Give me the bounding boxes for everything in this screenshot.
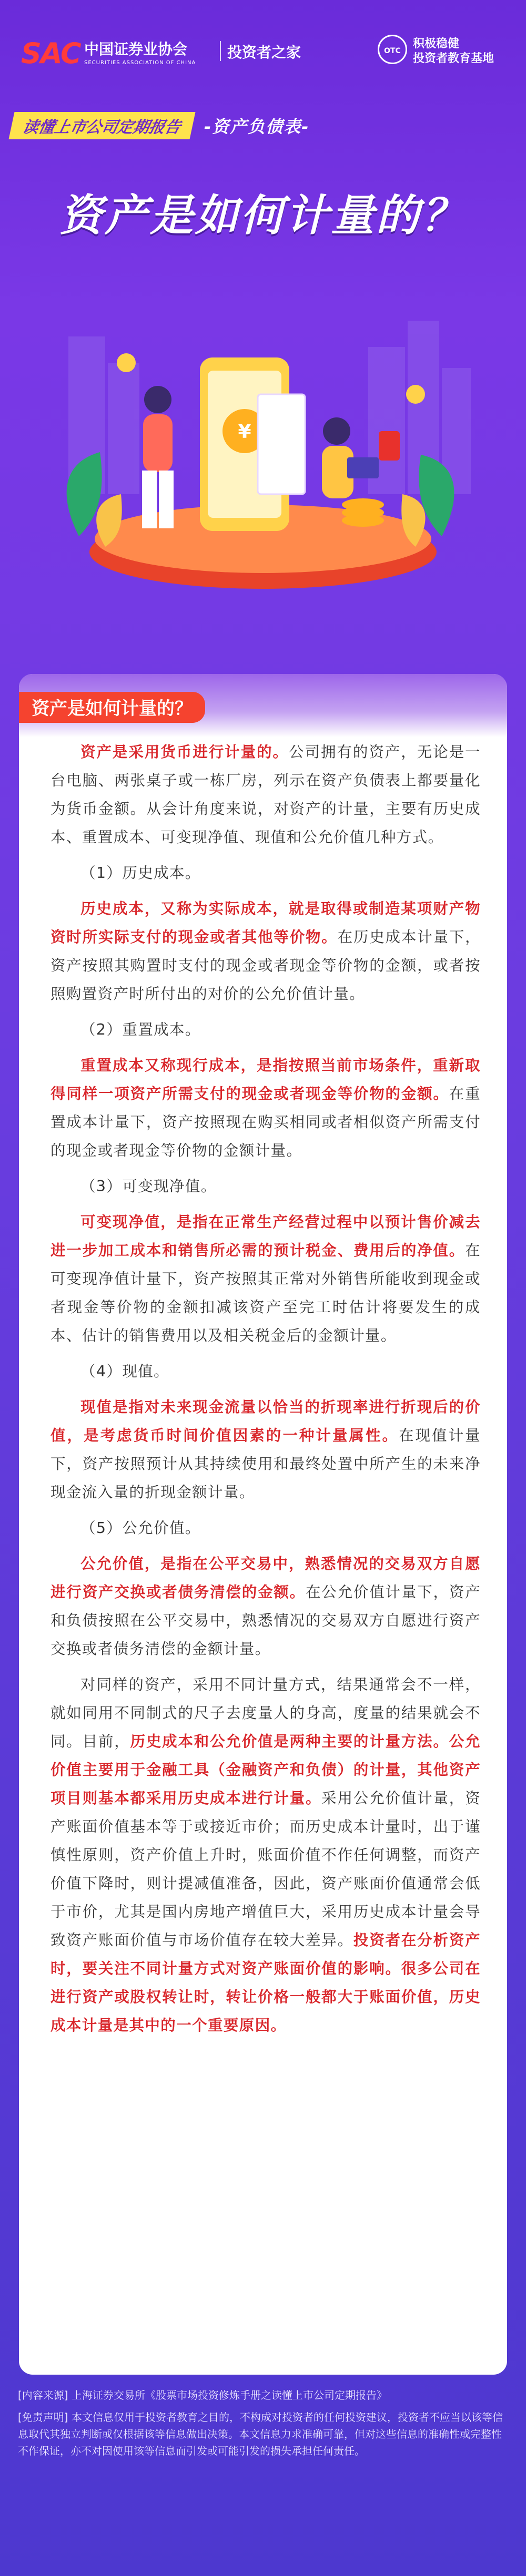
- paragraph: [50, 1357, 481, 1386]
- body-text: 对同样的资产，采用不同计量方式，结果通常会不一样，就如同用不同制式的尺子去度量人的身高，度量的结果就会不同。目前，: [50, 1676, 481, 1750]
- red-envelope-icon: [379, 431, 400, 461]
- sac-logo: SAC: [21, 37, 80, 70]
- article-body: [50, 738, 481, 2047]
- coin-stack-icon: [342, 498, 384, 527]
- body-text: （1）历史成本。: [80, 864, 201, 882]
- page-title: 资产是如何计量的？: [59, 191, 467, 241]
- section-tag: 资产是如何计量的？: [19, 692, 205, 723]
- paragraph: [50, 1172, 481, 1201]
- highlight-text: 历史成本和公允价值是两种主要的计量方法。公允价值主要用于金融工具（金融资产和负债）的计量，其他资产项目则基本都采用历史成本进行计量。: [50, 1733, 481, 1807]
- paragraph: [50, 1051, 481, 1165]
- body-text: 在现值计量下，资产按照预计从其持续使用和最终处置中所产生的未来净现金流入量的折现金额计量。: [50, 1427, 481, 1501]
- series-banner: [12, 114, 310, 138]
- floating-coin-icon-2: [406, 385, 425, 404]
- series-tag: 读懂上市公司定期报告: [8, 112, 195, 139]
- body-text: 在历史成本计量下，资产按照其购置时支付的现金或者现金等价物的金额，或者按照购置资产时所付出的对价的公允价值计量。: [50, 928, 481, 1003]
- body-text: 在公允价值计量下，资产和负债按照在公平交易中，熟悉情况的交易双方自愿进行资产交换或者债务清偿的金额计量。: [50, 1583, 481, 1658]
- body-text: 公司拥有的资产，无论是一台电脑、两张桌子或一栋厂房，列示在资产负债表上都要量化为货币金额。从会计角度来说，对资产的计量，主要有历史成本、重置成本、可变现净值、现值和公允价值几种方式。: [50, 743, 481, 846]
- otc-logo-icon: OTC: [378, 35, 407, 64]
- body-text: 在可变现净值计量下，资产按照其正常对外销售所能收到现金或者现金等价物的金额扣减该资产至完工时估计将要发生的成本、估计的销售费用以及相关税金后的金额计量。: [50, 1242, 481, 1344]
- highlight-text: 历史成本，又称为实际成本，就是取得或制造某项财产物资时所实际支付的现金或者其他等价物。: [50, 900, 481, 946]
- investor-home-label: 投资者之家: [227, 44, 301, 61]
- footer: [18, 2387, 508, 2465]
- footer-disclaimer: [免责声明] 本文信息仅用于投资者教育之目的，不构成对投资者的任何投资建议，投资者不应当以该等信息取代其独立判断或仅根据该等信息做出决策。本文信息力求准确可靠，但对这些信息的准确性或完整性不作保证，亦不对因使用该等信息而引发或可能引发的损失承担任何责任。: [18, 2411, 503, 2457]
- floating-coin-icon: [117, 353, 136, 372]
- body-text: （2）重置成本。: [80, 1021, 201, 1038]
- svg-text:¥: ¥: [238, 421, 251, 443]
- receipt-icon: [258, 394, 305, 494]
- body-text: （3）可变现净值。: [80, 1178, 217, 1195]
- paragraph: [50, 1393, 481, 1507]
- paragraph: [50, 738, 481, 852]
- paragraph: [50, 1514, 481, 1542]
- highlight-text: 资产是采用货币进行计量的。: [80, 743, 289, 761]
- header-divider: [220, 41, 221, 61]
- association-name: [84, 38, 196, 66]
- highlight-text: 可变现净值，是指在正常生产经营过程中以预计售价减去进一步加工成本和销售所必需的预计税金、费用后的净值。: [50, 1213, 481, 1259]
- paragraph: [50, 1208, 481, 1350]
- body-text: 采用公允价值计量，资产账面价值基本等于或接近市价；而历史成本计量时，出于谨慎性原则，资产价值上升时，账面价值不作任何调整，而资产价值下降时，则计提减值准备，因此，资产账面价值通常会低于市价，尤其是国内房地产增值巨大，采用历史成本计量会导致资产账面价值与市场价值存在较大差异。: [50, 1790, 481, 1949]
- content-card: [19, 674, 507, 2375]
- header: [0, 0, 526, 100]
- paragraph: [50, 1671, 481, 2040]
- highlight-text: 重置成本又称现行成本，是指按照当前市场条件，重新取得同样一项资产所需支付的现金或者现金等价物的金额。: [50, 1057, 481, 1102]
- footer-source: [内容来源] 上海证券交易所《股票市场投资修炼手册之读懂上市公司定期报告》: [18, 2389, 387, 2401]
- paragraph: [50, 859, 481, 887]
- highlight-text: 现值是指对未来现金流量以恰当的折现率进行折现后的价值，是考虑货币时间价值因素的一种计量属性。: [50, 1398, 481, 1444]
- association-cn: 中国证券业协会: [84, 40, 188, 58]
- body-text: （4）现值。: [80, 1363, 170, 1380]
- highlight-text: 公允价值，是指在公平交易中，熟悉情况的交易双方自愿进行资产交换或者债务清偿的金额。: [50, 1555, 481, 1601]
- otc-line-1: 积极稳健: [413, 37, 460, 50]
- body-text: （5）公允价值。: [80, 1519, 201, 1537]
- otc-base-label: [413, 37, 494, 66]
- body-text: 在重置成本计量下，资产按照现在购买相同或者相似资产所需支付的现金或者现金等价物的金额计量。: [50, 1085, 481, 1159]
- series-subtitle: -资产负债表-: [204, 117, 310, 137]
- otc-line-2: 投资者教育基地: [413, 52, 494, 65]
- finance-illustration: [0, 273, 526, 599]
- association-en: SECURITIES ASSOCIATION OF CHINA: [84, 60, 196, 66]
- paragraph: [50, 1016, 481, 1044]
- person-left-illustration: [142, 386, 174, 528]
- highlight-text: 投资者在分析资产时，要关注不同计量方式对资产账面价值的影响。很多公司在进行资产或股权转让时，转让价格一般都大于账面价值，历史成本计量是其中的一个重要原因。: [50, 1931, 481, 2034]
- paragraph: [50, 895, 481, 1008]
- paragraph: [50, 1550, 481, 1663]
